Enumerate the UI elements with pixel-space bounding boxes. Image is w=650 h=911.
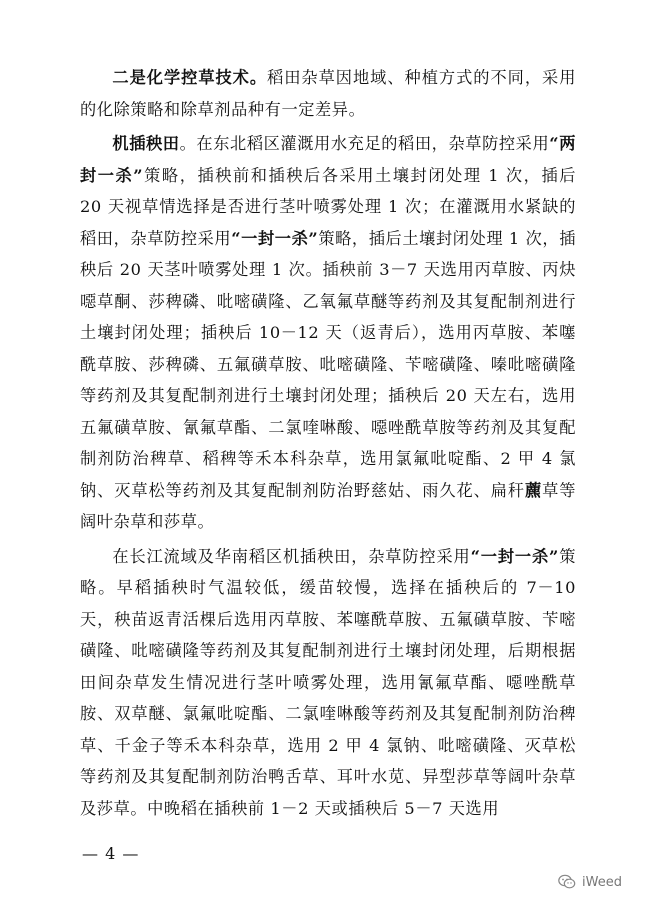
paragraph-machine-transplant-yangtze bbox=[80, 541, 576, 825]
paragraph-text: 在长江流域及华南稻区机插秧田，杂草防控采用 bbox=[112, 546, 471, 566]
paragraph-text: 草等阔叶杂草和莎草。 bbox=[80, 480, 576, 531]
document-page bbox=[80, 62, 576, 824]
paragraph-text: 。在东北稻区灌溉用水充足的稻田，杂草防控采用 bbox=[179, 134, 550, 153]
paragraph-text: 策略，插后土壤封闭处理 1 次，插秧后 20 天茎叶喷雾处理 1 次。插秧前 3－7 天选用丙草胺、丙炔噁草酮、莎稗磷、吡嘧磺隆、乙氧氟草醚等药剂及其复配制剂进行土壤封闭处理；插秧后 10－12 天（返青后），选用丙草胺、苯噻酰草胺、莎稗磷、五氟磺草胺、吡嘧磺隆、苄嘧磺隆、嗪吡嘧磺隆等药剂及其复配制剂进行土壤封闭处理；插秧后 20 天左右，选用五氟磺草胺、氰氟草酯、二氯喹啉酸、噁唑酰草胺等药剂及其复配制剂防治稗草、稻稗等禾本科杂草，选用氯氟吡啶酯、2 甲 4 氯钠、灭草松等药剂及其复配制剂防治野慈姑、雨久花、扁秆 bbox=[80, 228, 576, 500]
watermark bbox=[558, 874, 622, 890]
paragraph-text: 策略。早稻插秧时气温较低，缓苗较慢，选择在插秧后的 7－10 天，秧苗返青活棵后选用丙草胺、苯噻酰草胺、五氟磺草胺、苄嘧磺隆、吡嘧磺隆等药剂及其复配制剂进行土壤封闭处理，后期根据田间杂草发生情况进行茎叶喷雾处理，选用氰氟草酯、噁唑酰草胺、双草醚、氯氟吡啶酯、二氯喹啉酸等药剂及其复配制剂防治稗草、千金子等禾本科杂草，选用 2 甲 4 氯钠、吡嘧磺隆、灭草松等药剂及其复配制剂防治鸭舌草、耳叶水苋、异型莎草等阔叶杂草及莎草。中晚稻在插秧前 1－2 天或插秧后 5－7 天选用 bbox=[80, 546, 576, 818]
page-number: — 4 — bbox=[82, 844, 140, 863]
paragraph-text: 稻田杂草因地域、种植方式的不同，采用的化除策略和除草剂品种有一定差异。 bbox=[80, 68, 576, 119]
wechat-icon bbox=[558, 874, 576, 890]
strategy-term: “一封一杀” bbox=[231, 228, 319, 248]
bold-character: 藨 bbox=[524, 480, 543, 500]
paragraph-machine-transplant-northeast bbox=[80, 128, 576, 538]
strategy-term: “两封一杀” bbox=[80, 134, 576, 185]
paragraph-heading: 机插秧田 bbox=[112, 134, 180, 153]
watermark-text: iWeed bbox=[582, 874, 622, 890]
strategy-term: “一封一杀” bbox=[470, 546, 559, 566]
paragraph-chemical-control bbox=[80, 62, 576, 125]
paragraph-heading: 二是化学控草技术。 bbox=[112, 68, 268, 87]
paragraph-text: 策略，插秧前和插秧后各采用土壤封闭处理 1 次，插后 20 天视草情选择是否进行茎叶喷雾处理 1 次；在灌溉用水紧缺的稻田，杂草防控采用 bbox=[80, 165, 577, 248]
